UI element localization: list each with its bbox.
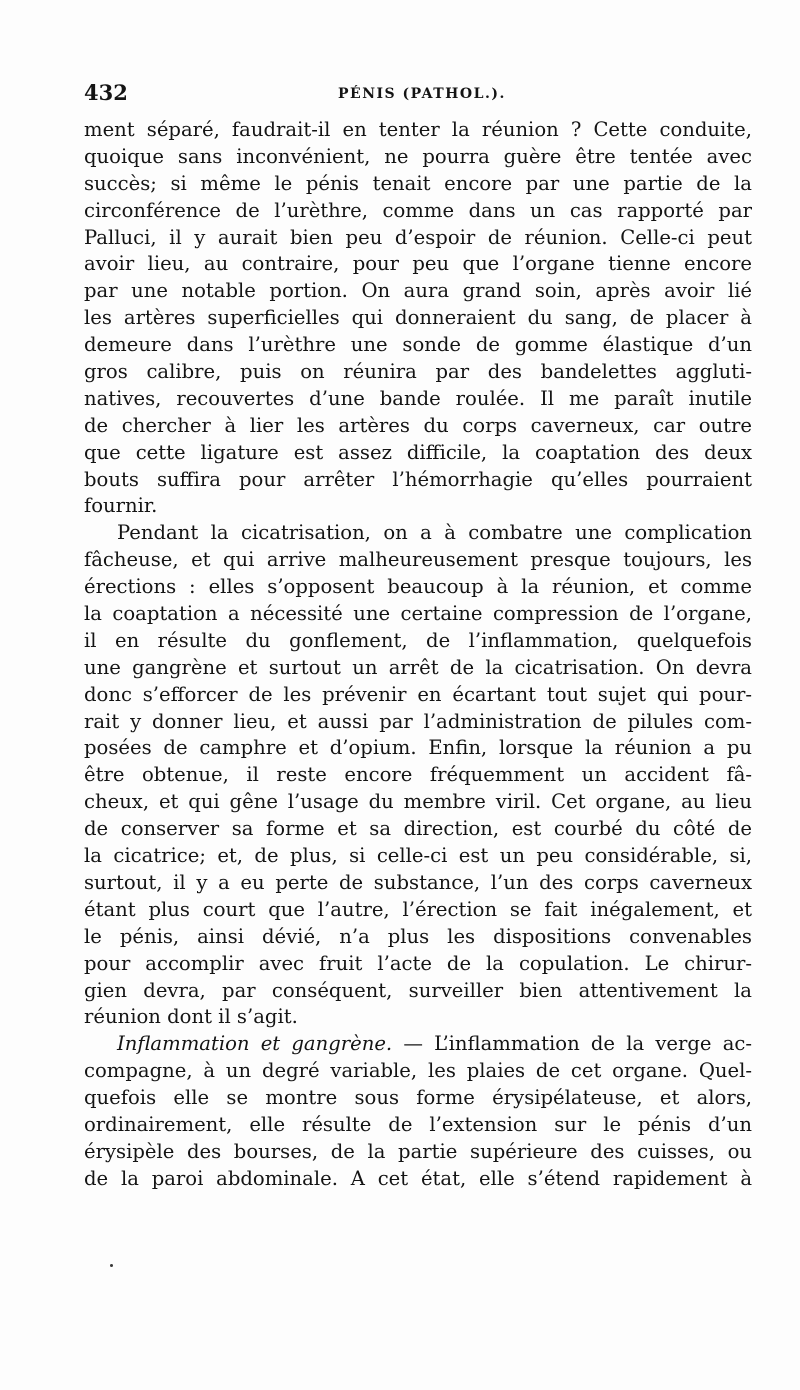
text-line: circonférence de l’urèthre, comme dans un cas rapporté par (84, 198, 752, 222)
text-line: de conserver sa forme et sa direction, est courbé du côté de (84, 817, 752, 841)
text-line: quoique sans inconvénient, ne pourra guère être tentée avec (84, 144, 752, 168)
text-line: les artères superficielles qui donneraient du sang, de placer à (84, 306, 752, 330)
text-line: Pendant la cicatrisation, on a à combatre une complication (117, 521, 752, 545)
text-line: une gangrène et surtout un arrêt de la cicatrisation. On devra (84, 655, 752, 679)
text-line: fournir. (84, 494, 158, 518)
body-text (84, 117, 752, 1193)
section-heading-inline: Inflammation et gangrène. (117, 1032, 393, 1056)
text-line: réunion dont il s’agit. (84, 1005, 298, 1029)
page-number: 432 (84, 80, 128, 105)
text-line: la coaptation a nécessité une certaine compression de l’organe, (84, 602, 752, 626)
text-line: Palluci, il y aurait bien peu d’espoir de réunion. Celle-ci peut (84, 225, 752, 249)
text-line: de chercher à lier les artères du corps caverneux, car outre (84, 413, 752, 437)
text-line: avoir lieu, au contraire, pour peu que l’organe tienne encore (84, 252, 752, 276)
text-line: gien devra, par conséquent, surveiller bien attentivement la (84, 978, 752, 1002)
lead-text: — L’inflammation de la verge ac- (392, 1032, 752, 1056)
text-line: être obtenue, il reste encore fréquemment un accident fâ- (84, 763, 752, 787)
text-line: cheux, et qui gêne l’usage du membre viril. Cet organe, au lieu (84, 790, 752, 814)
running-title: PÉNIS (PATHOL.). (338, 86, 506, 102)
text-line: bouts suffira pour arrêter l’hémorrhagie qu’elles pourraient (84, 467, 752, 491)
text-line: gros calibre, puis on réunira par des bandelettes aggluti- (84, 360, 752, 384)
text-line: posées de camphre et d’opium. Enfin, lorsque la réunion a pu (84, 736, 752, 760)
text-line: quefois elle se montre sous forme érysipélateuse, et alors, (84, 1086, 752, 1110)
text-line: pour accomplir avec fruit l’acte de la copulation. Le chirur- (84, 951, 752, 975)
text-line: natives, recouvertes d’une bande roulée. Il me paraît inutile (84, 386, 752, 410)
ink-speck (110, 1264, 113, 1267)
text-line: rait y donner lieu, et aussi par l’administration de pilules com- (84, 709, 752, 733)
text-line: de la paroi abdominale. A cet état, elle s’étend rapidement à (84, 1166, 752, 1190)
text-line: demeure dans l’urèthre une sonde de gomme élastique d’un (84, 333, 752, 357)
text-line: étant plus court que l’autre, l’érection se fait inégalement, et (84, 897, 752, 921)
text-line: érections : elles s’opposent beaucoup à la réunion, et comme (84, 575, 752, 599)
text-line: que cette ligature est assez difficile, la coaptation des deux (84, 440, 752, 464)
text-line: fâcheuse, et qui arrive malheureusement presque toujours, les (84, 548, 752, 572)
text-line: érysipèle des bourses, de la partie supérieure des cuisses, ou (84, 1139, 752, 1163)
text-line: ordinairement, elle résulte de l’extension sur le pénis d’un (84, 1112, 752, 1136)
page-header (84, 80, 752, 112)
text-line: compagne, à un degré variable, les plaies de cet organe. Quel- (84, 1059, 752, 1083)
text-line: succès; si même le pénis tenait encore par une partie de la (84, 171, 752, 195)
text-line: surtout, il y a eu perte de substance, l’un des corps caverneux (84, 870, 752, 894)
text-line: le pénis, ainsi dévié, n’a plus les dispositions convenables (84, 924, 752, 948)
section-lead-line (84, 1031, 752, 1058)
text-line: la cicatrice; et, de plus, si celle-ci est un peu considérable, si, (84, 844, 752, 868)
text-line: donc s’efforcer de les prévenir en écartant tout sujet qui pour- (84, 682, 752, 706)
text-line: ment séparé, faudrait-il en tenter la réunion ? Cette conduite, (84, 118, 752, 141)
text-line: il en résulte du gonflement, de l’inflammation, quelquefois (84, 628, 752, 652)
text-line: par une notable portion. On aura grand soin, après avoir lié (84, 279, 752, 303)
